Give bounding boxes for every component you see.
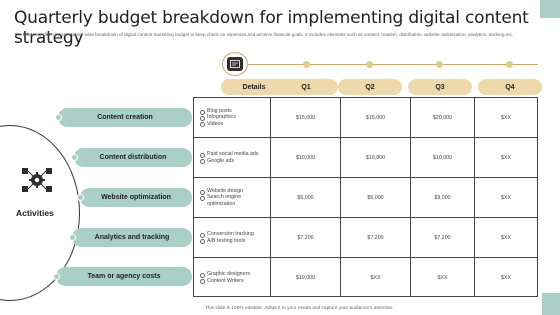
activity-label: Content distribution (99, 154, 167, 161)
detail-item: Content Writers (200, 278, 250, 284)
table-row (194, 178, 537, 218)
document-budget-icon (222, 52, 248, 76)
activity-content-creation (58, 108, 192, 127)
activity-label: Website optimization (101, 194, 171, 201)
q3-cell: $9,000 (410, 178, 474, 217)
q4-cell: $XX (474, 138, 537, 177)
activity-label: Analytics and tracking (94, 234, 170, 241)
table-row (194, 218, 537, 258)
details-cell (194, 258, 270, 297)
activity-analytics-tracking (72, 228, 192, 247)
column-header-q4: Q4 (478, 79, 542, 95)
detail-item: Infographics (200, 114, 236, 120)
q1-cell: $10,000 (270, 138, 340, 177)
q3-cell: $7,200 (410, 218, 474, 257)
detail-item: Videos (200, 121, 236, 127)
detail-item: Blog posts (200, 108, 236, 114)
activity-dot (71, 154, 78, 161)
activities-label: Activities (16, 208, 54, 218)
timeline-dot (303, 61, 310, 68)
activity-website-optimization (80, 188, 192, 207)
q1-cell: $5,000 (270, 178, 340, 217)
corner-accent-bottom (542, 293, 560, 315)
table-row (194, 138, 537, 178)
activity-dot (55, 114, 62, 121)
page-subtitle: The following slide depicts quarter wise breakdown of digital content marketing budget to keep check on expenses and achieve financial goals. It includes elements such as content creation, distribution, website optimization, analytics, tracking etc. (14, 32, 514, 37)
q4-cell: $XX (474, 218, 537, 257)
q4-cell: $XX (474, 98, 537, 137)
q1-cell: $19,000 (270, 258, 340, 297)
details-cell (194, 98, 270, 137)
q4-cell: $XX (474, 178, 537, 217)
q2-cell: $5,000 (340, 178, 410, 217)
q1-cell: $15,000 (270, 98, 340, 137)
budget-table (193, 97, 538, 297)
detail-item: Website design (200, 188, 270, 194)
q2-cell: $10,800 (340, 138, 410, 177)
detail-item: Paid social media ads (200, 151, 259, 157)
table-row (194, 258, 537, 298)
column-header-details: Details (221, 79, 287, 95)
q3-cell: $10,000 (410, 138, 474, 177)
details-cell (194, 218, 270, 257)
detail-item: Conversion tracking (200, 231, 254, 237)
detail-item: A/B testing tools (200, 238, 254, 244)
q3-cell: $20,000 (410, 98, 474, 137)
detail-item: Search engine optimization (200, 194, 270, 206)
activity-dot (69, 234, 76, 241)
activity-dot (53, 273, 60, 280)
column-header-q3: Q3 (408, 79, 472, 95)
header-timeline-line (248, 64, 538, 65)
details-cell (194, 178, 270, 217)
table-row (194, 98, 537, 138)
q2-cell: $15,000 (340, 98, 410, 137)
q2-cell: $7,200 (340, 218, 410, 257)
q2-cell: $XX (340, 258, 410, 297)
q1-cell: $7,200 (270, 218, 340, 257)
activity-content-distribution (74, 148, 192, 167)
column-header-q2: Q2 (338, 79, 402, 95)
q3-cell: $XX (410, 258, 474, 297)
timeline-dot (436, 61, 443, 68)
column-header-q1: Q1 (274, 79, 338, 95)
footer-note: This slide is 100% editable. Adapt it to your needs and capture your audience's attention. (205, 306, 394, 311)
page-title: Quarterly budget breakdown for implementing digital content strategy (14, 8, 529, 48)
timeline-dot (366, 61, 373, 68)
details-cell (194, 138, 270, 177)
activity-label: Team or agency costs (87, 273, 161, 280)
gear-network-icon (19, 165, 55, 195)
detail-item: Google ads (200, 158, 259, 164)
q4-cell: $XX (474, 258, 537, 297)
timeline-dot (506, 61, 513, 68)
activity-label: Content creation (97, 114, 153, 121)
detail-item: Graphic designers (200, 271, 250, 277)
activity-team-agency-costs (56, 267, 192, 286)
activity-dot (77, 194, 84, 201)
